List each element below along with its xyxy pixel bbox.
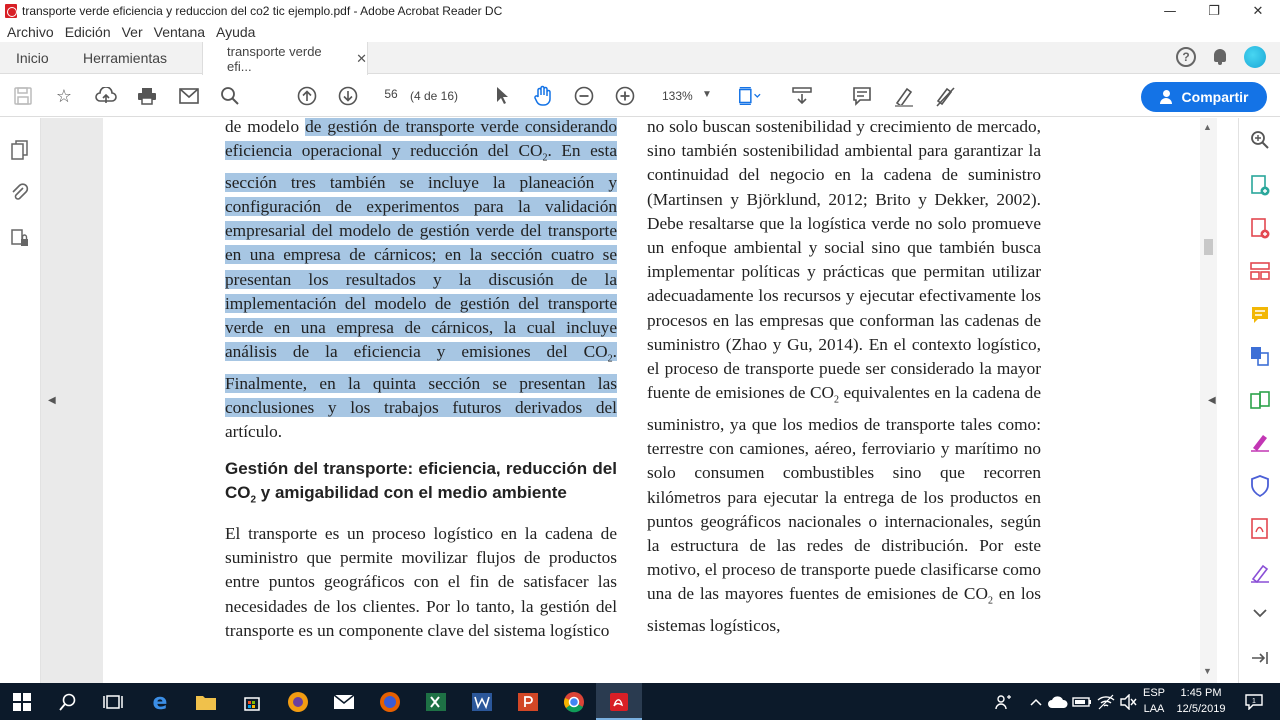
svg-text:1: 1	[1252, 698, 1256, 705]
windows-start-icon[interactable]	[10, 690, 34, 714]
acrobat-pdf-icon[interactable]	[1250, 518, 1270, 538]
close-window-button[interactable]: ✕	[1252, 3, 1264, 19]
paragraph-text: no solo buscan sostenibilidad y crecimiento de mercado, sino también sostenibilidad ambiental para garantizar la continuidad del negocio en la cadena de suministro (Martinsen y Björklund, 2012; Brito y Dekker, 2002). Debe resaltarse que la logística verde no solo promueve un enfoque ambiental y social sino que también busca implementar políticas y prácticas que permitan utilizar adecuadamente los recursos y ejecutar efectivamente los procesos en las empresas que conforman las cadenas de suministro (Zhao y Gu, 2014). En el contexto logístico, el proceso de transporte puede ser considerado la mayor fuente de emisiones de CO	[647, 118, 1041, 403]
menu-edicion[interactable]: Edición	[64, 24, 111, 40]
tab-inicio[interactable]: Inicio	[16, 50, 49, 66]
account-avatar[interactable]	[1244, 46, 1266, 68]
pdf-page	[103, 118, 1200, 683]
close-tab-icon[interactable]: ✕	[356, 50, 367, 66]
tray-chevron-up-icon[interactable]	[1024, 690, 1048, 714]
document-viewport[interactable]	[41, 118, 1200, 683]
tab-document-label: transporte verde efi...	[227, 43, 322, 74]
heading-text: y amigabilidad con el medio ambiente	[256, 482, 567, 502]
intro-paragraph	[225, 118, 617, 445]
mail-icon[interactable]	[332, 690, 356, 714]
previous-page-icon[interactable]	[295, 84, 319, 108]
export-pdf-icon[interactable]	[1250, 175, 1270, 195]
next-page-icon[interactable]	[336, 84, 360, 108]
store-bag-icon[interactable]	[240, 690, 264, 714]
share-button[interactable]	[1141, 82, 1267, 112]
attachment-paperclip-icon[interactable]	[10, 182, 30, 202]
collapse-panel-icon[interactable]	[1250, 648, 1270, 668]
create-pdf-icon[interactable]	[1250, 218, 1270, 238]
selected-text-part: de gestión de transporte verde considerando eficiencia operacional y reducción del CO	[225, 118, 617, 161]
word-icon[interactable]	[470, 690, 494, 714]
app-orange-circle-icon[interactable]	[286, 690, 310, 714]
scroll-mode-icon[interactable]	[790, 84, 814, 108]
organize-pages-icon[interactable]	[1250, 261, 1270, 281]
menu-ventana[interactable]: Ventana	[153, 24, 206, 40]
header-actions	[1176, 46, 1266, 68]
protect-shield-icon[interactable]	[1250, 475, 1270, 495]
language-layout[interactable]: LAA	[1143, 703, 1165, 715]
share-button-label: Compartir	[1181, 89, 1249, 105]
chrome-icon[interactable]	[562, 690, 586, 714]
hand-tool-icon[interactable]	[531, 84, 555, 108]
right-tools-rail	[1238, 118, 1280, 683]
title-bar	[0, 0, 1280, 22]
fill-sign-icon[interactable]	[1250, 432, 1270, 452]
upload-cloud-icon[interactable]	[94, 84, 118, 108]
tab-herramientas[interactable]: Herramientas	[83, 50, 168, 66]
body-paragraph: El transporte es un proceso logístico en la cadena de suministro que permite movilizar flujos de productos entre puntos geográficos con el fin de satisfacer las necesidades de los clientes. Por lo tanto, la gestión del transporte es un componente clave del sistema logístico	[225, 523, 617, 640]
firefox-icon[interactable]	[378, 690, 402, 714]
paragraph-text: artículo.	[225, 422, 283, 442]
tabs-bar	[0, 42, 1280, 74]
subscript: 2	[250, 493, 257, 505]
zoom-level[interactable]: 133%	[662, 89, 693, 103]
right-column	[647, 118, 1041, 648]
volume-muted-icon[interactable]	[1116, 690, 1140, 714]
star-bookmark-icon[interactable]: ☆	[55, 85, 73, 107]
save-icon[interactable]	[11, 84, 35, 108]
paragraph-text: equivalentes en la cadena de suministro, ya que los medios de transporte tales como: terrestre con camiones, aéreo, ferroviario y marítimo no solo consumen combustibles sino que recorren kilómetros para ejecutar la entrega de los productos en puntos geográficos nacionales o internacionales, según la estructura de las redes de distribución. Por este motivo, el proceso de transporte puede clasificarse como una de las mayores fuentes de emisiones de CO	[647, 383, 1041, 604]
heading-text: Gestión del transporte: eficiencia, reducción del CO	[225, 458, 617, 502]
page-count: (4 de 16)	[410, 89, 459, 103]
combine-files-icon[interactable]	[1250, 346, 1270, 366]
email-icon[interactable]	[177, 84, 201, 108]
taskbar-search-icon[interactable]	[56, 690, 80, 714]
wifi-icon[interactable]	[1094, 690, 1118, 714]
subscript: 2	[542, 152, 548, 164]
language-indicator[interactable]: ESP	[1143, 687, 1166, 699]
comment-tool-icon[interactable]	[1250, 305, 1270, 325]
sign-icon[interactable]	[933, 84, 957, 108]
edit-pen-icon[interactable]	[1250, 563, 1270, 583]
menu-archivo[interactable]: Archivo	[7, 24, 54, 40]
subscript: 2	[987, 595, 993, 607]
task-view-icon[interactable]	[101, 690, 125, 714]
minimize-button[interactable]: —	[1163, 3, 1177, 19]
add-person-icon	[1160, 90, 1174, 104]
acrobat-app-icon	[5, 4, 17, 18]
selected-text	[225, 118, 617, 417]
people-icon[interactable]	[992, 690, 1016, 714]
search-icon[interactable]	[218, 84, 242, 108]
subscript: 2	[833, 394, 839, 406]
collapse-left-panel-icon[interactable]: ◀	[48, 395, 56, 406]
left-navigation-rail	[0, 118, 41, 683]
left-column	[225, 118, 617, 653]
acrobat-taskbar-icon[interactable]	[607, 690, 631, 714]
paragraph-text: de modelo	[225, 118, 306, 136]
scroll-down-icon[interactable]: ▼	[1203, 666, 1212, 676]
main-toolbar	[0, 75, 1280, 117]
expand-right-panel-icon[interactable]: ◀	[1208, 395, 1216, 406]
document-lock-icon[interactable]	[10, 228, 30, 248]
body-paragraph-right	[647, 118, 1041, 638]
clock-date[interactable]: 12/5/2019	[1176, 703, 1226, 715]
menu-bar	[0, 22, 1280, 42]
tab-document[interactable]	[202, 42, 368, 75]
print-icon[interactable]	[135, 84, 159, 108]
scroll-thumb[interactable]	[1204, 239, 1213, 255]
notification-bell-icon[interactable]	[1212, 48, 1228, 66]
highlight-pen-icon[interactable]	[892, 84, 916, 108]
paragraph-text: en los sistemas logísticos,	[647, 584, 1042, 635]
page-thumbnails-icon[interactable]	[10, 140, 30, 160]
excel-icon[interactable]	[424, 690, 448, 714]
section-heading	[225, 457, 617, 512]
window-title: transporte verde eficiencia y reduccion del co2 tic ejemplo.pdf - Adobe Acrobat Reader DC	[22, 4, 503, 18]
selected-text-part: . Finalmente, en la quinta sección se presentan las conclusiones y los trabajos futuros derivados del	[225, 342, 617, 418]
menu-ver[interactable]: Ver	[121, 24, 143, 40]
zoom-in-icon[interactable]	[613, 84, 637, 108]
file-explorer-icon[interactable]	[194, 690, 218, 714]
window-controls	[1148, 0, 1280, 22]
windows-taskbar	[0, 683, 1280, 720]
scroll-up-icon[interactable]: ▲	[1203, 122, 1212, 132]
more-tools-chevron-down-icon[interactable]	[1250, 603, 1270, 623]
comment-icon[interactable]	[850, 84, 874, 108]
page-number-input[interactable]: 56	[384, 87, 398, 101]
battery-icon[interactable]	[1070, 690, 1094, 714]
clock-time[interactable]: 1:45 PM	[1180, 687, 1222, 699]
subscript: 2	[607, 353, 613, 365]
edge-browser-icon[interactable]: e	[152, 689, 168, 715]
action-center-notification-icon[interactable]	[1242, 690, 1266, 714]
menu-ayuda[interactable]: Ayuda	[216, 24, 256, 40]
maximize-button[interactable]: ❐	[1208, 3, 1220, 19]
zoom-search-icon[interactable]	[1250, 130, 1270, 150]
zoom-out-icon[interactable]	[572, 84, 596, 108]
selected-text-part: . En esta sección tres también se incluye la planeación y configuración de experimentos para la validación empresarial del modelo de gestión verde del transporte en una empresa de cárnicos; en la sección cuatro se presentan los resultados y la discusión de la implementación del modelo de gestión del transporte verde en una empresa de cárnicos, la cual incluye análisis de la eficiencia y emisiones del CO	[225, 141, 618, 362]
compress-pdf-icon[interactable]	[1250, 390, 1270, 410]
select-cursor-icon[interactable]	[490, 84, 514, 108]
help-icon[interactable]: ?	[1176, 47, 1196, 67]
zoom-dropdown-chevron-icon[interactable]: ▼	[702, 89, 712, 100]
page-fit-icon[interactable]	[737, 84, 761, 108]
onedrive-cloud-icon[interactable]	[1046, 690, 1070, 714]
powerpoint-icon[interactable]	[516, 690, 540, 714]
